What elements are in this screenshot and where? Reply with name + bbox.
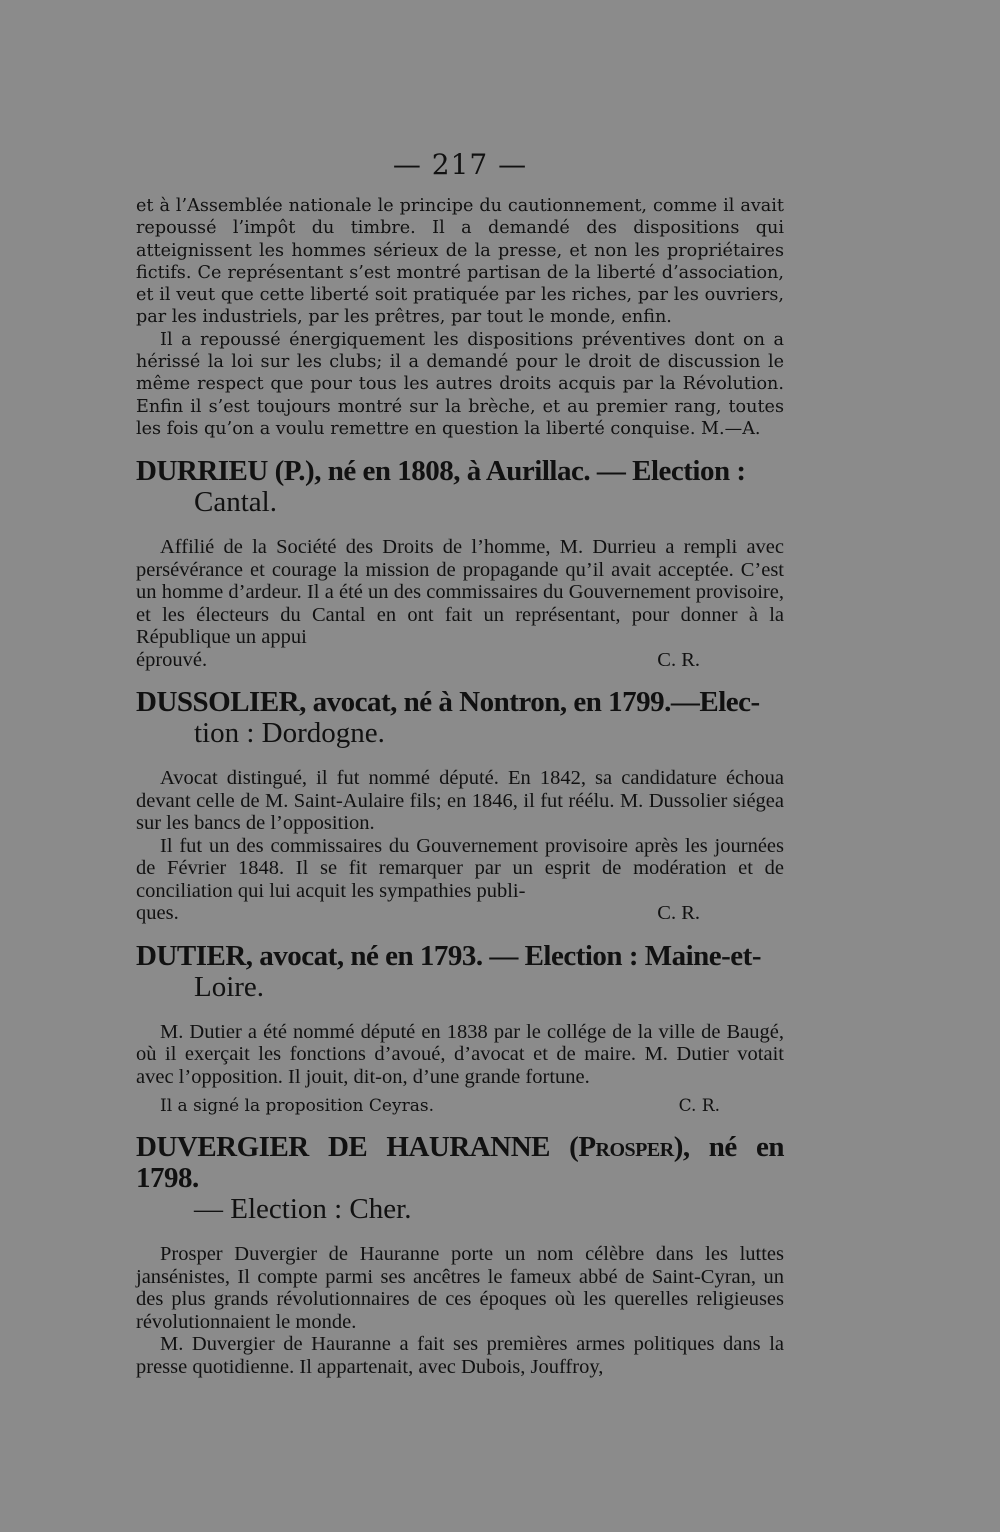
entry-paragraph: M. Dutier a été nommé député en 1838 par le collége de la ville de Baugé, où il exerçait les fonctions d’avoué, d’avocat et de maire. M. Dutier votait avec l’opposition. Il jouit, dit-on, d’une grande fortune.: [136, 1020, 784, 1088]
entry-heading-dutier: DUTIER, avocat, né en 1793. — Election : Maine-et- Loire.: [136, 939, 761, 1003]
intro-continuation: [136, 195, 784, 440]
entry-paragraph: Il fut un des commissaires du Gouvernement provisoire après les journées de Février 1848. Il se fit remarquer par un esprit de modération et de conciliation qui lui acquit les sympathies publi-: [136, 834, 784, 902]
entry-last-line: éprouvé.: [136, 648, 208, 671]
entry-last-line: ques.: [136, 902, 179, 925]
intro-paragraph-2: Il a repoussé énergiquement les dispositions préventives dont on a hérissé la loi sur les clubs; il a demandé pour le droit de discussion le même respect que pour tous les autres droits acquis par la Révolution. Enfin il s’est toujours montré sur la brèche, et au premier rang, toutes les fois qu’on a voulu remettre en question la liberté conquise. M.—A.: [136, 329, 784, 439]
entry-body-durrieu: [136, 536, 784, 671]
entry-body-dussolier: [136, 767, 784, 925]
entry-paragraph: M. Duvergier de Hauranne a fait ses premières armes politiques dans la presse quotidienne. Il appartenait, avec Dubois, Jouffroy,: [136, 1333, 784, 1378]
entry-heading-durrieu: DURRIEU (P.), né en 1808, à Aurillac. — Election : Cantal.: [136, 455, 746, 519]
entry-paragraph: Prosper Duvergier de Hauranne porte un nom célèbre dans les luttes jansénistes, Il compte parmi ses ancêtres le fameux abbé de Saint-Cyran, un des plus grands révolutionnaires de ces époques où les querelles religieuses révolutionnaient le monde.: [136, 1243, 784, 1333]
entry-paragraph: Avocat distingué, il fut nommé député. En 1842, sa candidature échoua devant celle de M. Saint-Aulaire fils; en 1846, il fut réélu. M. Dussolier siégea sur les bancs de l’opposition.: [136, 767, 784, 835]
entry-heading-dussolier: DUSSOLIER, avocat, né à Nontron, en 1799.—Elec- tion : Dordogne.: [136, 686, 760, 750]
entry-signature: C. R.: [657, 648, 700, 671]
intro-paragraph-1: et à l’Assemblée nationale le principe du cautionnement, comme il avait repoussé l’impôt du timbre. Il a demandé des dispositions qui atteignissent les hommes sérieux de la presse, et non les propriétaires fictifs. Ce représentant s’est montré partisan de la liberté d’association, et il veut que cette liberté soit pratiquée par les riches, par les ouvriers, par les industriels, par les prêtres, par tout le monde, enfin.: [136, 196, 784, 328]
intro-signature: M.—A.: [701, 418, 761, 439]
entry-body-duvergier: [136, 1243, 784, 1378]
entry-body-dutier: [136, 1021, 784, 1117]
entry-heading-duvergier: DUVERGIER DE HAURANNE (Prosper), né en 1798. — Election : Cher.: [136, 1131, 784, 1226]
entry-signature: C. R.: [678, 1096, 720, 1117]
page-number: — 217 —: [392, 148, 528, 181]
entry-paragraph: Affilié de la Société des Droits de l’homme, M. Durrieu a rempli avec persévérance et courage la mission de propagande qu’il avait acceptée. C’est un homme d’ardeur. Il a été un des commissaires du Gouvernement provisoire, et les électeurs du Cantal en ont fait un représentant, pour donner à la République un appui: [136, 536, 784, 649]
entry-note: Il a signé la proposition Ceyras.: [160, 1096, 434, 1117]
entry-signature: C. R.: [657, 902, 700, 925]
text-column: [136, 140, 784, 1378]
